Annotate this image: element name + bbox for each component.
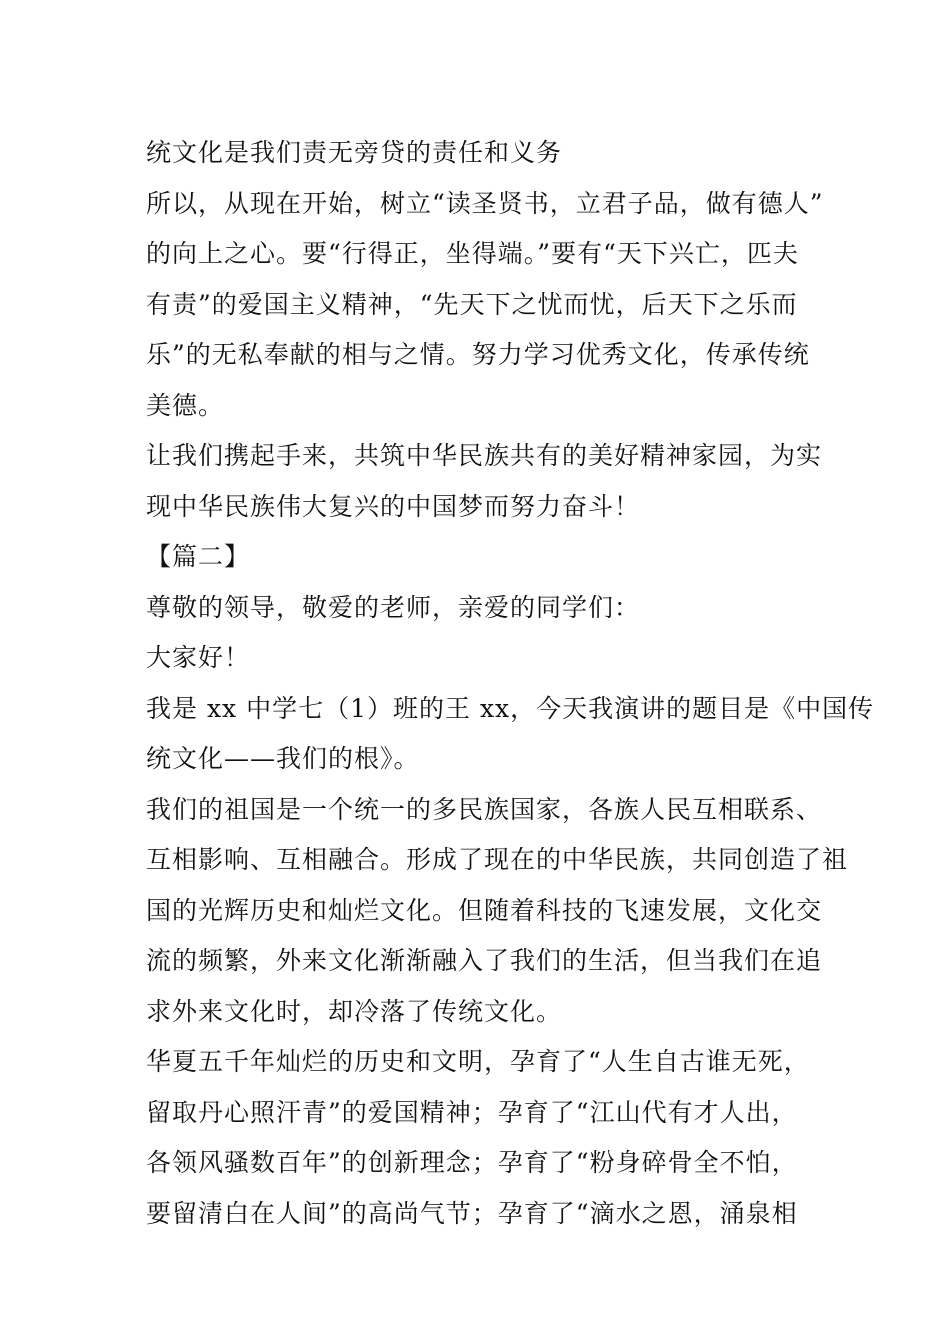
text-line-7: 让我们携起手来，共筑中华民族共有的美好精神家园，为实: [146, 441, 823, 470]
text-line-15: 互相影响、互相融合。形成了现在的中华民族，共同创造了祖: [146, 845, 849, 874]
text-line-21: 各领风骚数百年”的创新理念；孕育了“粉身碎骨全不怕，: [146, 1148, 798, 1177]
text-line-17: 流的频繁，外来文化渐渐融入了我们的生活，但当我们在追: [146, 946, 823, 975]
section-heading: 【篇二】: [146, 542, 251, 571]
text-line-14: 我们的祖国是一个统一的多民族国家，各族人民互相联系、: [146, 794, 823, 824]
text-line-22: 要留清白在人间”的高尚气节；孕育了“滴水之恩，涌泉相: [146, 1198, 798, 1228]
text-line-18: 求外来文化时，却冷落了传统文化。: [146, 996, 563, 1026]
text-line-12: 我是 xx 中学七（1）班的王 xx，今天我演讲的题目是《中国传: [146, 693, 875, 723]
text-line-16: 国的光辉历史和灿烂文化。但随着科技的飞速发展，文化交: [146, 895, 823, 925]
text-line-3: 的向上之心。要“行得正，坐得端。”要有“天下兴亡，匹夫: [146, 239, 799, 268]
text-line-6: 美德。: [146, 390, 225, 420]
text-line-1: 统文化是我们责无旁贷的责任和义务: [146, 138, 563, 167]
document-body: [146, 128, 875, 1239]
text-line-5: 乐”的无私奉献的相与之情。努力学习优秀文化，传承传统: [146, 340, 810, 369]
text-line-20: 留取丹心照汗青”的爱国精神；孕育了“江山代有才人出，: [146, 1097, 798, 1127]
text-line-13: 统文化——我们的根》。: [146, 744, 420, 773]
text-line-19: 华夏五千年灿烂的历史和文明，孕育了“人生自古谁无死，: [146, 1047, 810, 1076]
text-line-4: 有责”的爱国主义精神，“先天下之忧而忧，后天下之乐而: [146, 289, 798, 319]
text-line-2: 所以，从现在开始，树立“读圣贤书，立君子品，做有德人”: [146, 188, 824, 218]
text-line-11: 大家好！: [146, 643, 251, 672]
text-line-10: 尊敬的领导，敬爱的老师，亲爱的同学们：: [146, 592, 641, 622]
text-line-8: 现中华民族伟大复兴的中国梦而努力奋斗！: [146, 491, 641, 521]
